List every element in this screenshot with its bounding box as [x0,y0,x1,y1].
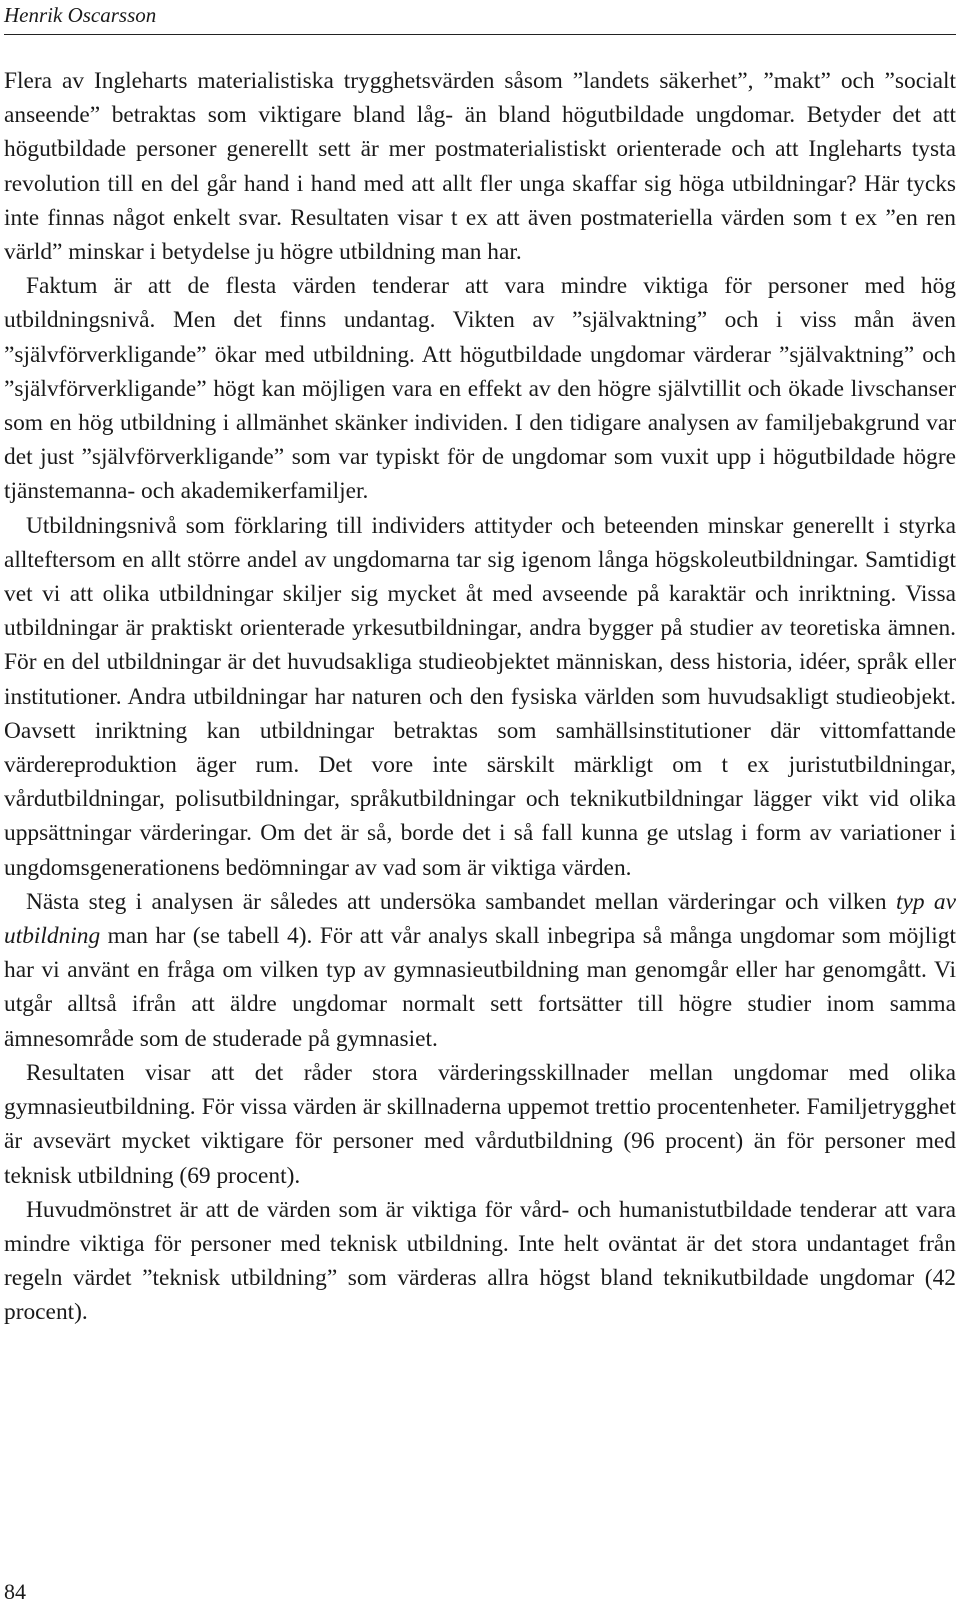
paragraph-4-text-after: man har (se tabell 4). För att vår analys skall inbegripa så många ungdomar som möjligt har vi använt en fråga om vilken typ av gymnasieutbildning man genomgår eller har genomgått. Vi utgår alltså ifrån att äldre ungdomar normalt sett fortsätter till högre studier inom samma ämnesområde som de studerade på gymnasiet. [4,923,956,1052]
paragraph-4-text-before: Nästa steg i analysen är således att undersöka sambandet mellan värderingar och vilken [26,888,896,915]
paragraph-4 [4,885,956,1056]
body-text [4,64,956,1330]
header-rule [4,34,956,35]
paragraph-6: Huvudmönstret är att de värden som är viktiga för vård- och humanistutbildade tenderar att vara mindre viktiga för personer med teknisk utbildning. Inte helt oväntat är det stora undantaget från regeln värdet ”teknisk utbildning” som värderas allra högst bland teknikutbildade ungdomar (42 procent). [4,1196,956,1326]
paragraph-2: Faktum är att de flesta värden tenderar att vara mindre viktiga för personer med hög utbildningsnivå. Men det finns undantag. Vikten av ”självaktning” och i viss mån även ”självförverkligande” ökar med utbildning. Att högutbildade ungdomar värderar ”självaktning” och ”självförverkligande” högt kan möjligen vara en effekt av den högre självtillit och ökade livschanser som en hög utbildning i allmänhet skänker individen. I den tidigare analysen av familjebakgrund var det just ”självförverkligande” som var typiskt för de ungdomar som vuxit upp i högutbildade högre tjänstemanna- och akademikerfamiljer. [4,273,956,505]
paragraph-1: Flera av Ingleharts materialistiska trygghetsvärden såsom ”landets säkerhet”, ”makt” och ”socialt anseende” betraktas som viktigare bland låg- än bland högutbildade ungdomar. Betyder det att högutbildade personer generellt sett är mer postmaterialistiskt orienterade och att Ingleharts tysta revolution till en del går hand i hand med att allt fler unga skaffar sig höga utbildningar? Här tycks inte finnas något enkelt svar. Resultaten visar t ex att även postmateriella värden som t ex ”en ren värld” minskar i betydelse ju högre utbildning man har. [4,68,956,266]
page-number: 84 [4,1579,26,1604]
paragraph-5: Resultaten visar att det råder stora värderingsskillnader mellan ungdomar med olika gymnasieutbildning. För vissa värden är skillnaderna uppemot trettio procentenheter. Familjetrygghet är avsevärt mycket viktigare för personer med vårdutbildning (96 procent) än för personer med teknisk utbildning (69 procent). [4,1059,956,1189]
paragraph-4-emphasis: typ av utbildning [4,888,956,950]
running-header-author: Henrik Oscarsson [4,3,157,27]
paragraph-3: Utbildningsnivå som förklaring till individers attityder och beteenden minskar generellt i styrka allteftersom en allt större andel av ungdomarna tar sig igenom långa högskoleutbildningar. Samtidigt vet vi att olika utbildningar skiljer sig mycket åt med avseende på karaktär och inriktning. Vissa utbildningar är praktiskt orienterade yrkesutbildningar, andra bygger på studier av teoretiska ämnen. För en del utbildningar är det huvudsakliga studieobjektet människan, dess historia, idéer, språk eller institutioner. Andra utbildningar har naturen och den fysiska världen som huvudsakligt studieobjekt. Oavsett inriktning kan utbildningar betraktas som samhällsinstitutioner där vittomfattande värdereproduktion äger rum. Det vore inte särskilt märkligt om t ex juristutbildningar, vårdutbildningar, polisutbildningar, språkutbildningar och teknikutbildningar lägger vikt vid olika uppsättningar värderingar. Om det är så, borde det i så fall kunna ge utslag i form av variationer i ungdomsgenerationens bedömningar av vad som är viktiga värden. [4,512,956,881]
